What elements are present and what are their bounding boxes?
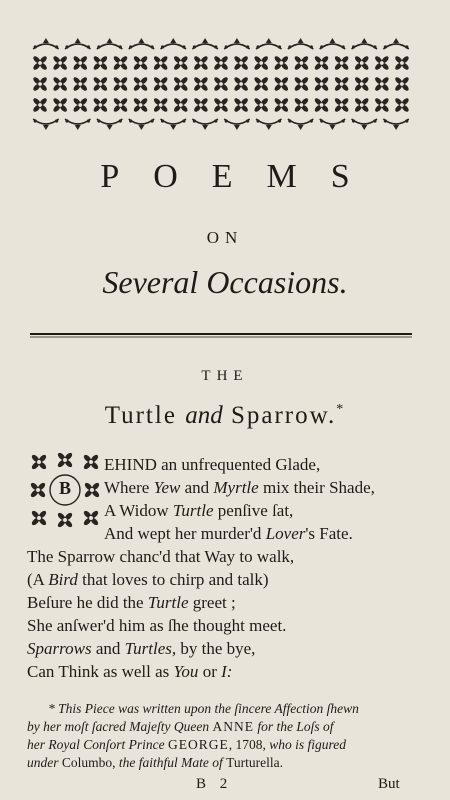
footnote-line xyxy=(27,754,422,772)
footnote-segment: ANNE xyxy=(212,719,254,734)
footnote-segment: Turturella. xyxy=(226,755,284,770)
poem-line xyxy=(27,638,255,660)
poem-line xyxy=(104,454,320,476)
printers-ornament-band xyxy=(30,36,412,132)
page-title: POEMS xyxy=(100,158,384,195)
poem-segment: You xyxy=(173,662,199,681)
poem-segment: Myrtle xyxy=(213,478,259,497)
poem-segment: Turtles, xyxy=(124,639,177,658)
poem-segment: 's Fate. xyxy=(305,524,353,543)
title-connector: ON xyxy=(206,228,244,247)
poem-segment: Turtle xyxy=(147,593,189,612)
poem-line xyxy=(104,523,353,545)
poem-title-part2: Sparrow. xyxy=(230,402,337,429)
poem-segment: Yew xyxy=(153,478,181,497)
poem-segment: EHIND an unfrequented Glade, xyxy=(104,455,321,474)
poem-segment: that loves to chirp and talk) xyxy=(77,570,269,589)
poem-segment: Can Think as well as xyxy=(27,662,174,681)
footnote-segment: , 1708, xyxy=(228,737,270,752)
poem-line xyxy=(27,661,232,683)
footnote-segment: * This Piece was written upon the ſincere Affection ſhewn xyxy=(48,701,359,716)
poem-line xyxy=(27,546,294,568)
poem-segment: (A xyxy=(27,570,49,589)
poem-segment: I: xyxy=(221,662,233,681)
signature-mark: B 2 xyxy=(196,776,233,792)
poem-title xyxy=(0,402,450,430)
poem-segment: penſive ſat, xyxy=(213,501,294,520)
divider-rule xyxy=(30,330,412,340)
poem-title-part1: Turtle xyxy=(104,402,177,429)
footnote-segment: the faithful Mate of xyxy=(115,755,227,770)
poem-segment: Beſure he did the xyxy=(27,593,148,612)
poem-segment: and xyxy=(91,639,125,658)
poem-segment: by the bye, xyxy=(176,639,256,658)
catchword: But xyxy=(378,776,400,792)
poem-line xyxy=(27,615,286,637)
footnote-line xyxy=(48,700,443,718)
dropcap-letter: B xyxy=(58,478,71,498)
footnote-segment: Columbo, xyxy=(61,755,116,770)
poem-segment: and xyxy=(180,478,214,497)
page-subtitle: Several Occasions. xyxy=(102,264,348,300)
poem-segment: mix their Shade, xyxy=(258,478,375,497)
poem-segment: Lover xyxy=(265,524,306,543)
footnote-segment: by her moſt ſacred Majeſty Queen xyxy=(27,719,213,734)
poem-segment: The Sparrow chanc'd that Way to walk, xyxy=(27,547,295,566)
poem-segment: Sparrows xyxy=(27,639,92,658)
footnote-line xyxy=(27,718,422,736)
footnote-line xyxy=(27,736,422,754)
poem-segment: She anſwer'd him as ſhe thought meet. xyxy=(27,616,287,635)
poem-line xyxy=(104,477,375,499)
poem-segment: greet ; xyxy=(188,593,236,612)
poem-line xyxy=(27,569,269,591)
footnote-segment: for the Loſs of xyxy=(253,719,334,734)
poem-line xyxy=(104,500,293,522)
poem-line xyxy=(27,592,236,614)
poem-title-and: and xyxy=(185,402,223,429)
poem-segment: And wept her murder'd xyxy=(104,524,266,543)
footnote-segment: who is figured xyxy=(269,737,346,752)
poem-segment: Bird xyxy=(48,570,78,589)
footnote-segment: her Royal Conſort Prince xyxy=(27,737,168,752)
poem-segment: A Widow xyxy=(104,501,173,520)
footnote-segment: GEORGE xyxy=(167,737,229,752)
poem-segment: Where xyxy=(104,478,154,497)
footnote-segment: under xyxy=(27,755,62,770)
poem-title-article: THE xyxy=(201,368,249,384)
footnote-marker: * xyxy=(336,402,346,417)
poem-segment: Turtle xyxy=(172,501,214,520)
poem-segment: or xyxy=(198,662,222,681)
